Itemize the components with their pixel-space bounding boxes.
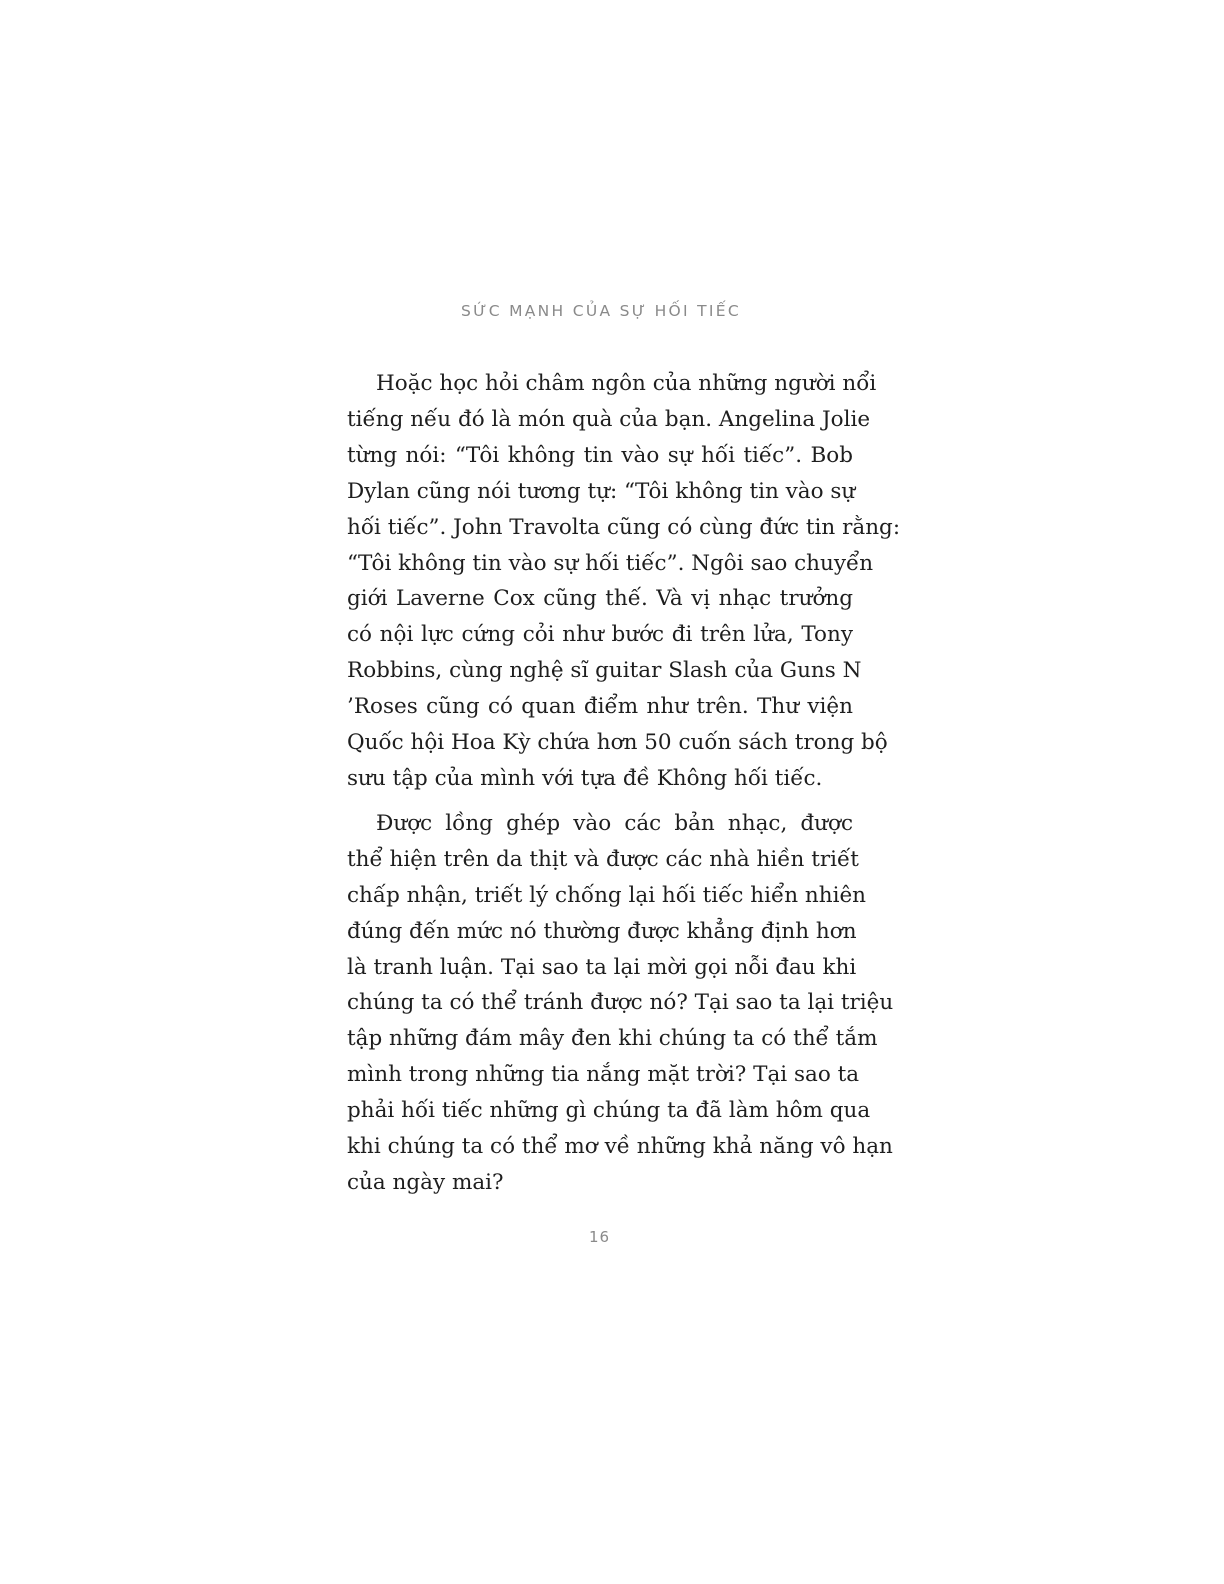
text-line: của ngày mai? [347,1169,504,1195]
text-line: tập những đám mây đen khi chúng ta có thể tắm [347,1026,878,1052]
text-line: đúng đến mức nó thường được khẳng định hơn [347,918,857,944]
text-line: Robbins, cùng nghệ sĩ guitar Slash của Guns N [347,658,862,684]
text-line: tiếng nếu đó là món quà của bạn. Angelina Jolie [347,406,871,432]
text-line: Hoặc học hỏi châm ngôn của những người nổi [376,371,877,396]
text-line: chúng ta có thể tránh được nó? Tại sao ta lại triệu [347,990,894,1016]
text-line: mình trong những tia nắng mặt trời? Tại sao ta [347,1062,860,1088]
body-text [347,366,901,1201]
text-line: từng nói: “Tôi không tin vào sự hối tiếc”. Bob [347,442,853,468]
paragraph-1 [347,366,901,797]
text-line: hối tiếc”. John Travolta cũng có cùng đức tin rằng: [347,514,901,540]
text-line: chấp nhận, triết lý chống lại hối tiếc hiển nhiên [347,882,867,908]
page-number: 16 [588,1228,611,1246]
text-line: thể hiện trên da thịt và được các nhà hiền triết [347,846,859,872]
text-line: Quốc hội Hoa Kỳ chứa hơn 50 cuốn sách trong bộ [347,730,888,756]
text-line: sưu tập của mình với tựa đề Không hối tiếc. [347,765,823,791]
text-line: Dylan cũng nói tương tự: “Tôi không tin vào sự [347,478,856,504]
text-line: là tranh luận. Tại sao ta lại mời gọi nỗi đau khi [347,954,857,980]
text-line: phải hối tiếc những gì chúng ta đã làm hôm qua [347,1098,871,1124]
text-line: khi chúng ta có thể mơ về những khả năng vô hạn [347,1134,893,1160]
paragraph-2 [347,806,894,1201]
text-line: Được lồng ghép vào các bản nhạc, được [376,810,853,836]
text-line: “Tôi không tin vào sự hối tiếc”. Ngôi sao chuyển [347,550,874,576]
text-line: giới Laverne Cox cũng thế. Và vị nhạc trưởng [347,586,853,612]
running-header-title: SỨC MẠNH CỦA SỰ HỐI TIẾC [460,302,741,320]
text-line: có nội lực cứng cỏi như bước đi trên lửa, Tony [347,622,853,648]
text-line: ’Roses cũng có quan điểm như trên. Thư viện [347,694,853,720]
